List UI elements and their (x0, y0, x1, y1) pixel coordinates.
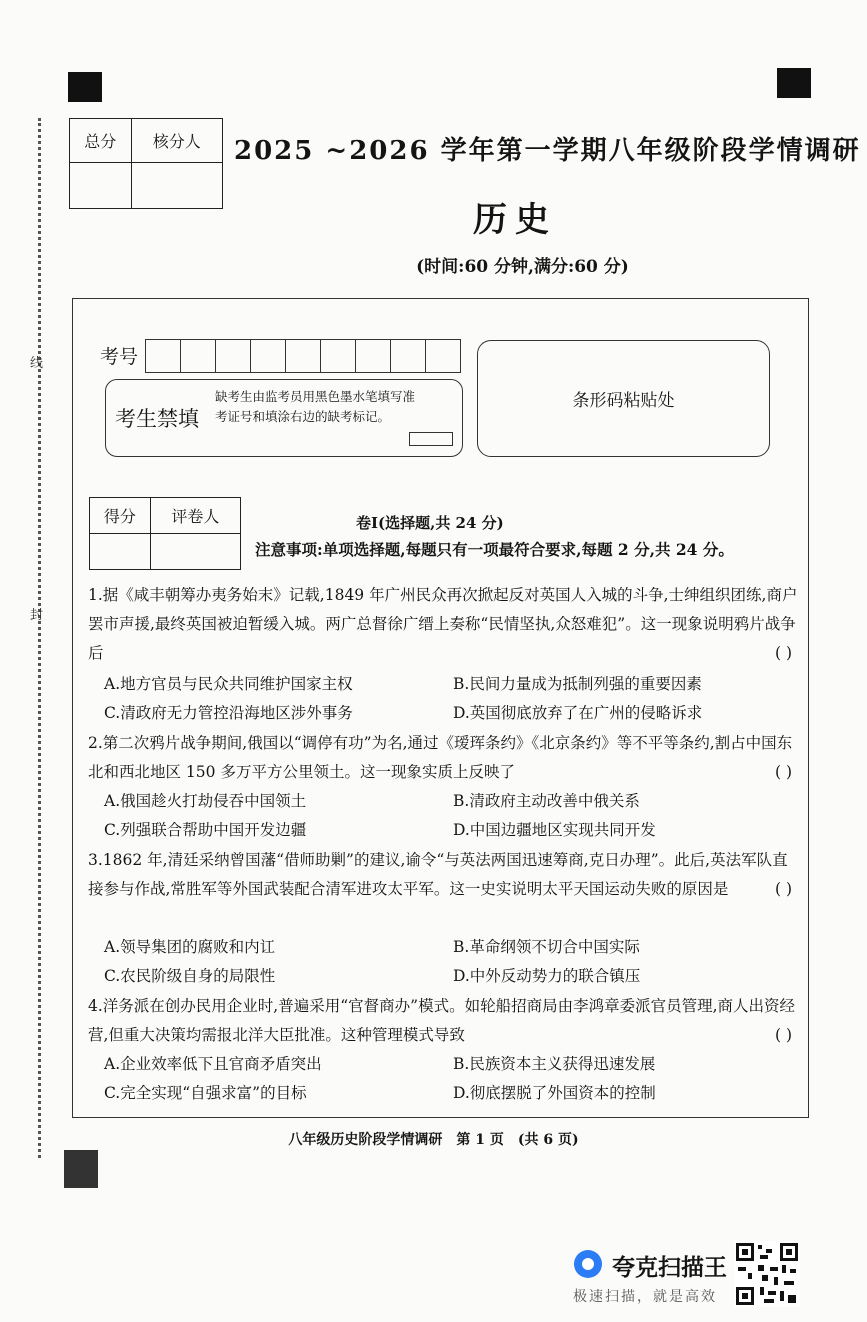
candidate-forbidden-title: 考生禁填 (115, 407, 199, 431)
exam-time-info: (时间:60 分钟,满分:60 分) (416, 257, 629, 277)
section-score-cell[interactable] (90, 534, 151, 570)
binding-char-top: 线 (30, 356, 44, 371)
page-footer: 八年级历史阶段学情调研 第 1 页 (共 6 页) (288, 1132, 579, 1148)
scanner-logo-icon (574, 1250, 602, 1278)
absent-mark-box[interactable] (409, 432, 453, 446)
exam-no-cells[interactable] (146, 339, 461, 373)
question-4 (88, 992, 802, 1050)
option-a[interactable]: A.企业效率低下且官商矛盾突出 (104, 1055, 322, 1073)
qr-code-icon (734, 1241, 800, 1307)
exam-subject: 历史 (473, 200, 557, 240)
exam-no-cell[interactable] (355, 339, 391, 373)
scanner-slogan: 极速扫描，就是高效 (573, 1289, 717, 1305)
exam-no-cell[interactable] (180, 339, 216, 373)
option-a[interactable]: A.领导集团的腐败和内讧 (104, 938, 276, 956)
answer-paren[interactable]: ( ) (774, 1026, 792, 1044)
question-stem: 3.1862 年,清廷采纳曾国藩“借师助剿”的建议,谕令“与英法两国迅速筹商,克日办理”。此后,英法军队直接参与作战,常胜军等外国武装配合清军进攻太平军。这一史实说明太平天国运动失败的原因是 (88, 851, 788, 898)
answer-paren[interactable]: ( ) (774, 880, 792, 898)
total-score-label: 总分 (70, 119, 132, 163)
exam-no-cell[interactable] (145, 339, 181, 373)
question-stem: 4.洋务派在创办民用企业时,普遍采用“官督商办”模式。如轮船招商局由李鸿章委派官员管理,商人出资经营,但重大决策均需报北洋大臣批准。这种管理模式导致 (88, 997, 795, 1044)
checker-label: 核分人 (131, 119, 222, 163)
option-b[interactable]: B.清政府主动改善中俄关系 (453, 792, 640, 810)
grader-label: 评卷人 (150, 498, 240, 534)
answer-paren[interactable]: ( ) (774, 644, 792, 662)
corner-marker-bottom-left (64, 1150, 98, 1188)
question-3 (88, 846, 802, 904)
question-stem: 2.第二次鸦片战争期间,俄国以“调停有功”为名,通过《瑷珲条约》《北京条约》等不平等条约,割占中国东北和西北地区 150 多万平方公里领土。这一现象实质上反映了 (88, 734, 793, 781)
barcode-label: 条形码粘贴处 (572, 391, 675, 411)
section-title: 卷Ⅰ(选择题,共 24 分) (356, 514, 504, 532)
option-d[interactable]: D.英国彻底放弃了在广州的侵略诉求 (453, 704, 703, 722)
grader-table (89, 497, 241, 570)
exam-title: 2025 ~2026 学年第一学期八年级阶段学情调研 (234, 136, 861, 166)
grader-cell[interactable] (150, 534, 240, 570)
exam-no-label: 考号 (100, 346, 139, 368)
exam-no-cell[interactable] (425, 339, 461, 373)
answer-paren[interactable]: ( ) (774, 763, 792, 781)
section-score-label: 得分 (90, 498, 151, 534)
corner-marker-top-right (777, 68, 811, 98)
question-2 (88, 729, 802, 787)
option-a[interactable]: A.地方官员与民众共同维护国家主权 (104, 675, 353, 693)
option-d[interactable]: D.中国边疆地区实现共同开发 (453, 821, 656, 839)
option-d[interactable]: D.中外反动势力的联合镇压 (453, 967, 641, 985)
option-c[interactable]: C.完全实现“自强求富”的目标 (104, 1084, 307, 1102)
barcode-area (477, 340, 770, 457)
exam-no-cell[interactable] (285, 339, 321, 373)
option-b[interactable]: B.革命纲领不切合中国实际 (453, 938, 640, 956)
option-b[interactable]: B.民间力量成为抵制列强的重要因素 (453, 675, 702, 693)
exam-no-cell[interactable] (250, 339, 286, 373)
option-c[interactable]: C.农民阶级自身的局限性 (104, 967, 276, 985)
section-note: 注意事项:单项选择题,每题只有一项最符合要求,每题 2 分,共 24 分。 (255, 540, 734, 559)
exam-no-cell[interactable] (390, 339, 426, 373)
exam-no-cell[interactable] (320, 339, 356, 373)
corner-marker-top-left (68, 72, 102, 102)
option-c[interactable]: C.清政府无力管控沿海地区涉外事务 (104, 704, 353, 722)
candidate-forbidden-note: 缺考生由监考员用黑色墨水笔填写准考证号和填涂右边的缺考标记。 (215, 389, 416, 424)
question-stem: 1.据《咸丰朝筹办夷务始末》记载,1849 年广州民众再次掀起反对英国人入城的斗争,士绅组织团练,商户罢市声援,最终英国被迫暂缓入城。两广总督徐广缙上奏称“民情坚执,众怒难犯”。这一现象说明鸦片战争后 (88, 586, 798, 662)
option-d[interactable]: D.彻底摆脱了外国资本的控制 (453, 1084, 656, 1102)
exam-no-cell[interactable] (215, 339, 251, 373)
option-a[interactable]: A.俄国趁火打劫侵吞中国领土 (104, 792, 307, 810)
option-c[interactable]: C.列强联合帮助中国开发边疆 (104, 821, 307, 839)
option-b[interactable]: B.民族资本主义获得迅速发展 (453, 1055, 656, 1073)
binding-char-bottom: 封 (30, 608, 44, 623)
question-1 (88, 581, 802, 668)
scanner-app-name: 夸克扫描王 (612, 1255, 727, 1281)
